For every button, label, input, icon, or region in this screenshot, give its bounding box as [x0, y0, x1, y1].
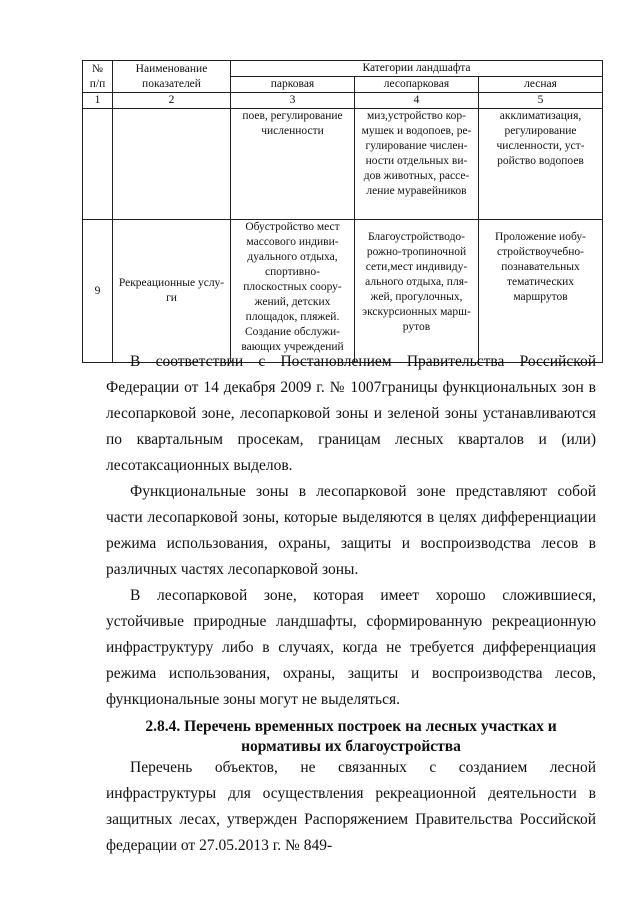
table-row [83, 109, 603, 220]
section-title-line-1: 2.8.4. Перечень временных построек на лесных участках и [145, 718, 557, 735]
landscape-categories-table [82, 60, 603, 363]
header-categories: Категории ландшафта [231, 61, 603, 77]
table-number-row [83, 93, 603, 109]
col-number-5: 5 [479, 93, 603, 109]
header-park: парковая [231, 77, 355, 93]
table-header-row [83, 61, 603, 77]
section-paragraph: Перечень объектов, не связанных с созданием лесной инфраструктуры для осуществления рекреационной деятельности в защитных лесах, утвержден Распоряжением Правительства Российской федерации от 27.05.2013 г. № 849- [106, 759, 596, 854]
cell-forest-continued: акклиматизация, регулирование численности, уст- ройство водопоев [479, 109, 603, 220]
cell-forestpark-9: Благоустройстводо- рожно-тропиночной сети,мест индивиду- ального отдыха, пля- жей, прогулочных, экскурсионных марш- рутов [355, 220, 479, 363]
header-name: Наименование показателей [113, 61, 231, 93]
table-row [83, 220, 603, 363]
col-number-3: 3 [231, 93, 355, 109]
paragraph-1: В соответствии с Постановлением Правительства Российской Федерации от 14 декабря 2009 г. № 1007границы функциональных зон в лесопарковой зоне, лесопарковой зоны и зеленой зоны устанавливаются по квартальным просекам, границам лесных кварталов и (или) лесотаксационных выделов. [106, 353, 596, 474]
cell-num-continued [83, 109, 113, 220]
section-body [106, 755, 596, 859]
col-number-4: 4 [355, 93, 479, 109]
cell-park-9: Обустройство мест массового индиви- дуального отдыха, спортивно- плоскостных соору- жений, детских площадок, пляжей. Создание обслужи- вающих учреждений [231, 220, 355, 363]
cell-num-9: 9 [83, 220, 113, 363]
cell-name-continued [113, 109, 231, 220]
cell-forest-9: Проложение иобу- стройствоучебно- познавательных тематических маршрутов [479, 220, 603, 363]
col-number-1: 1 [83, 93, 113, 109]
paragraph-2: Функциональные зоны в лесопарковой зоне представляют собой части лесопарковой зоны, которые выделяются в целях дифференциации режима использования, охраны, защиты и воспроизводства лесов в различных частях лесопарковой зоны. [106, 483, 596, 578]
header-forest: лесная [479, 77, 603, 93]
cell-name-9: Рекреационные услу- ги [113, 220, 231, 363]
cell-forestpark-continued: миз,устройство кор- мушек и водопоев, ре- гулирование числен- ности отдельных ви- дов животных, рассе- ление муравейников [355, 109, 479, 220]
col-number-2: 2 [113, 93, 231, 109]
header-num: № п/п [83, 61, 113, 93]
cell-park-continued: поев, регулирование численности [231, 109, 355, 220]
paragraph-3: В лесопарковой зоне, которая имеет хорошо сложившиеся, устойчивые природные ландшафты, сформированную рекреационную инфраструктуру либо в случаях, когда не требуется дифференциация режима использования, охраны, защиты и воспроизводства лесов, функциональные зоны могут не выделяться. [106, 587, 596, 708]
section-heading [106, 717, 596, 757]
section-title-line-2: нормативы их благоустройства [241, 738, 461, 755]
header-forestpark: лесопарковая [355, 77, 479, 93]
body-text [106, 349, 596, 713]
